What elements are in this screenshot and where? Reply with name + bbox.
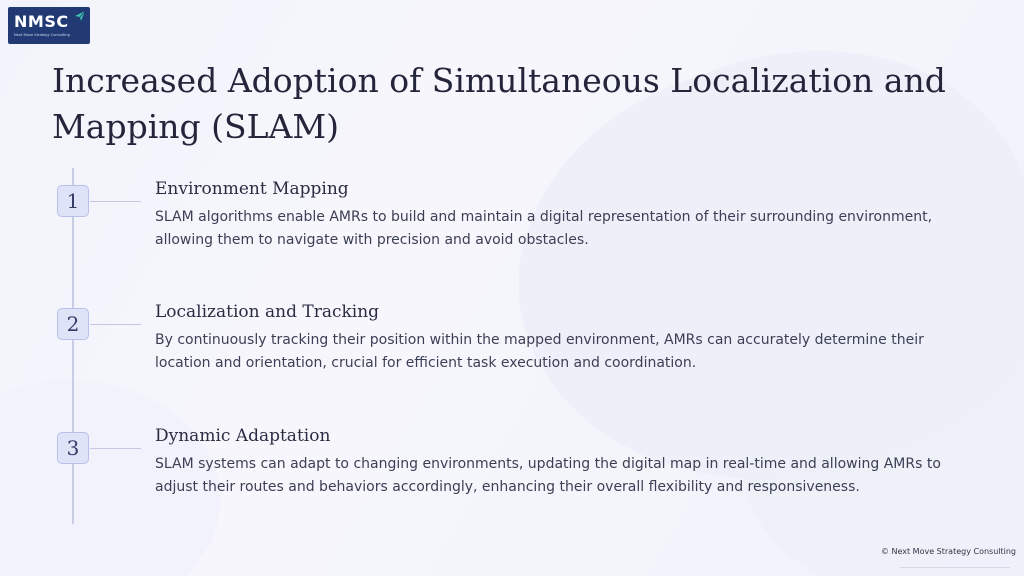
timeline-step	[0, 302, 1024, 398]
step-title: Environment Mapping	[155, 179, 349, 199]
logo-text: NMSC	[14, 12, 69, 31]
step-number-badge: 3	[57, 432, 89, 464]
timeline-step	[0, 426, 1024, 522]
step-connector	[90, 448, 141, 449]
step-number-badge: 1	[57, 185, 89, 217]
step-title: Localization and Tracking	[155, 302, 380, 322]
step-description: By continuously tracking their position within the mapped environment, AMRs can accurately determine their location and orientation, crucial for efficient task execution and coordination.	[155, 332, 924, 371]
step-description: SLAM systems can adapt to changing environments, updating the digital map in real-time and allowing AMRs to adjust their routes and behaviors accordingly, enhancing their overall flexibility and responsiveness.	[155, 456, 941, 495]
step-number-badge: 2	[57, 308, 89, 340]
slide-title: Increased Adoption of Simultaneous Localization and Mapping (SLAM)	[52, 61, 946, 146]
copyright-footer: © Next Move Strategy Consulting	[880, 547, 1016, 556]
company-logo	[8, 7, 90, 44]
step-connector	[90, 324, 141, 325]
paper-plane-icon	[74, 10, 86, 22]
step-connector	[90, 201, 141, 202]
logo-tagline: Next Move Strategy Consulting	[14, 33, 70, 37]
step-title: Dynamic Adaptation	[155, 426, 331, 446]
footer-divider	[900, 567, 1010, 568]
timeline-step	[0, 179, 1024, 275]
step-description: SLAM algorithms enable AMRs to build and maintain a digital representation of their surrounding environment, allowing them to navigate with precision and avoid obstacles.	[155, 209, 933, 248]
